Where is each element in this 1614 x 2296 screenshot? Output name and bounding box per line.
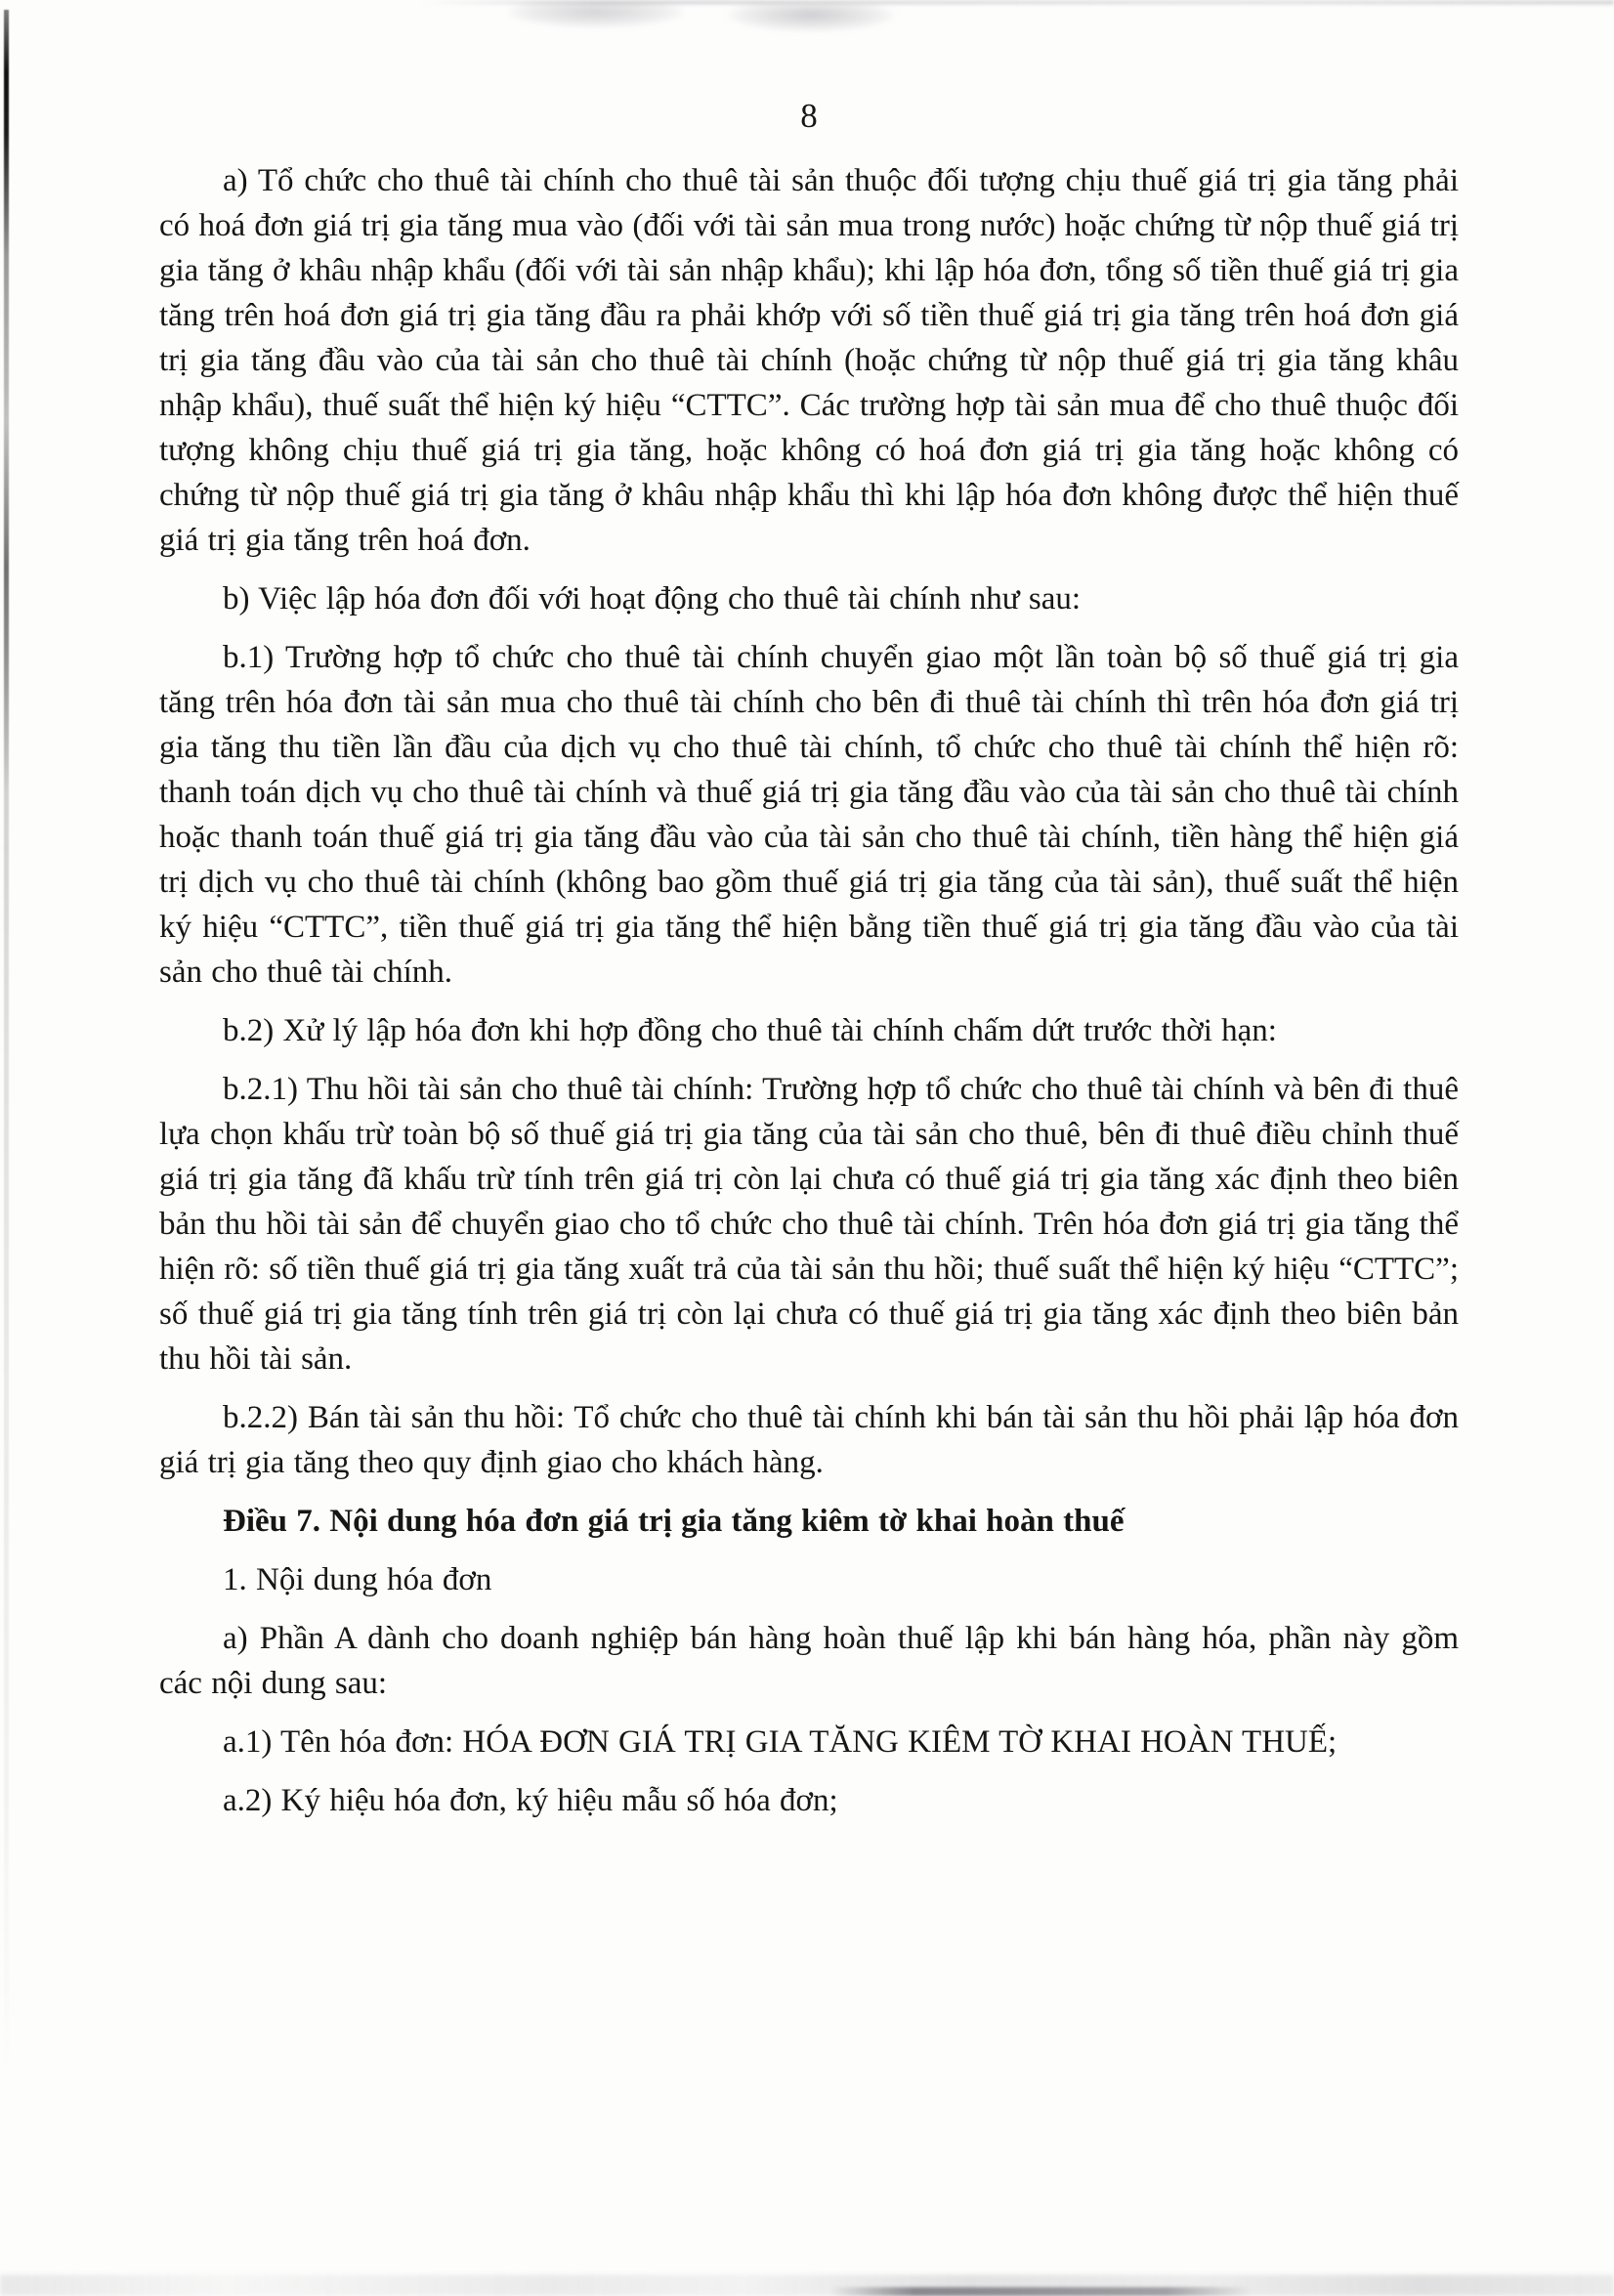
paragraph-a1-invoice-name: a.1) Tên hóa đơn: HÓA ĐƠN GIÁ TRỊ GIA TĂNG KIÊM TỜ KHAI HOÀN THUẾ; (223, 1724, 1338, 1760)
paragraph-a-finance-lease-invoice: a) Tổ chức cho thuê tài chính cho thuê tài sản thuộc đối tượng chịu thuế giá trị gia tăng phải có hoá đơn giá trị gia tăng mua vào (đối với tài sản mua trong nước) hoặc chứng từ nộp thuế giá trị gia tăng ở khâu nhập khẩu (đối với tài sản nhập khẩu); khi lập hóa đơn, tổng số tiền thuế giá trị gia tăng trên hoá đơn giá trị gia tăng đầu ra phải khớp với số tiền thuế giá trị gia tăng trên hoá đơn giá trị gia tăng đầu vào của tài sản cho thuê tài chính (hoặc chứng từ nộp thuế giá trị gia tăng khâu nhập khẩu), thuế suất thể hiện ký hiệu “CTTC”. Các trường hợp tài sản mua để cho thuê thuộc đối tượng không chịu thuế giá trị gia tăng, hoặc không có hoá đơn giá trị gia tăng hoặc không có chứng từ nộp thuế giá trị gia tăng ở khâu nhập khẩu thì khi lập hóa đơn không được thể hiện thuế giá trị gia tăng trên hoá đơn. (159, 163, 1459, 558)
article-7-heading: Điều 7. Nội dung hóa đơn giá trị gia tăng kiêm tờ khai hoàn thuế (223, 1504, 1125, 1539)
scan-artifact-bottom-streak (830, 2287, 1251, 2296)
paragraph-a2-invoice-symbol: a.2) Ký hiệu hóa đơn, ký hiệu mẫu số hóa đơn; (223, 1783, 838, 1818)
paragraph-1-invoice-content: 1. Nội dung hóa đơn (223, 1562, 492, 1597)
page-number: 8 (800, 97, 818, 135)
paragraph-b22-sale-of-repossessed-asset: b.2.2) Bán tài sản thu hồi: Tổ chức cho thuê tài chính khi bán tài sản thu hồi phải lập hóa đơn giá trị gia tăng theo quy định giao cho khách hàng. (159, 1400, 1459, 1480)
paragraph-a-part-a-seller: a) Phần A dành cho doanh nghiệp bán hàng hoàn thuế lập khi bán hàng hóa, phần này gồm các nội dung sau: (159, 1621, 1459, 1701)
document-body (159, 158, 1459, 1837)
scan-artifact-top-smudge-1 (508, 2, 684, 27)
paragraph-b-invoice-issuing-intro: b) Việc lập hóa đơn đối với hoạt động cho thuê tài chính như sau: (223, 581, 1082, 617)
scan-artifact-top-smudge-2 (728, 4, 894, 31)
paragraph-b1-full-vat-transfer: b.1) Trường hợp tổ chức cho thuê tài chính chuyển giao một lần toàn bộ số thuế giá trị gia tăng trên hóa đơn tài sản mua cho thuê tài chính cho bên đi thuê tài chính thì trên hóa đơn giá trị gia tăng thu tiền lần đầu của dịch vụ cho thuê tài chính, tổ chức cho thuê tài chính thể hiện rõ: thanh toán dịch vụ cho thuê tài chính và thuế giá trị gia tăng đầu vào của tài sản cho thuê tài chính hoặc thanh toán thuế giá trị gia tăng đầu vào của tài sản cho thuê tài chính, tiền hàng thể hiện giá trị dịch vụ cho thuê tài chính (không bao gồm thuế giá trị gia tăng của tài sản), thuế suất thể hiện ký hiệu “CTTC”, tiền thuế giá trị gia tăng thể hiện bằng tiền thuế giá trị gia tăng đầu vào của tài sản cho thuê tài chính. (159, 640, 1459, 990)
paragraph-b21-asset-repossession: b.2.1) Thu hồi tài sản cho thuê tài chính: Trường hợp tổ chức cho thuê tài chính và bên đi thuê lựa chọn khấu trừ toàn bộ số thuế giá trị gia tăng của tài sản cho thuê, bên đi thuê điều chỉnh thuế giá trị gia tăng đã khấu trừ tính trên giá trị còn lại chưa có thuế giá trị gia tăng xác định theo biên bản thu hồi tài sản để chuyển giao cho tổ chức cho thuê tài chính. Trên hóa đơn giá trị gia tăng thể hiện rõ: số tiền thuế giá trị gia tăng xuất trả của tài sản thu hồi; thuế suất thể hiện ký hiệu “CTTC”; số thuế giá trị gia tăng tính trên giá trị còn lại chưa có thuế giá trị gia tăng xác định theo biên bản thu hồi tài sản. (159, 1072, 1459, 1377)
scan-artifact-top-edge (420, 0, 1614, 5)
scan-artifact-left-edge-line (4, 10, 9, 2071)
scan-artifact-bottom-band (0, 2275, 1614, 2296)
paragraph-b2-early-termination: b.2) Xử lý lập hóa đơn khi hợp đồng cho thuê tài chính chấm dứt trước thời hạn: (223, 1013, 1277, 1048)
